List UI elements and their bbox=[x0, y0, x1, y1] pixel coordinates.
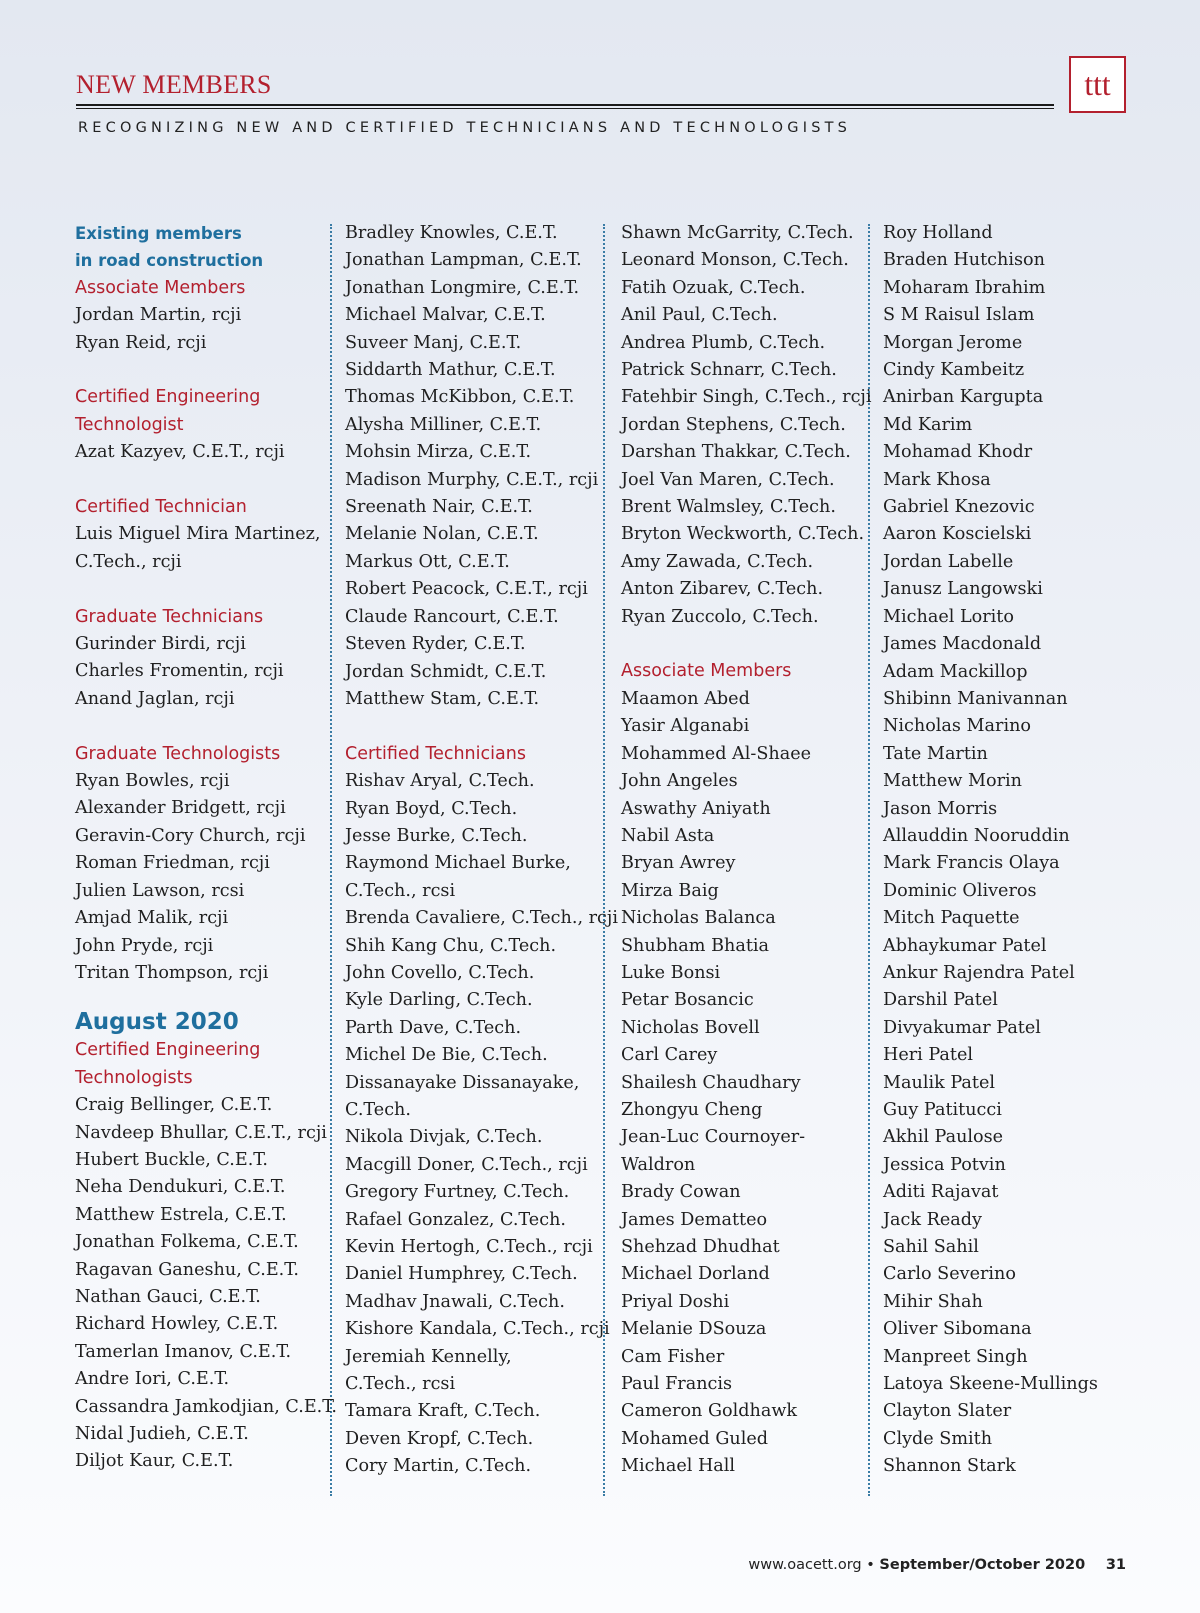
member-name: Mihir Shah bbox=[883, 1291, 983, 1312]
member-list bbox=[75, 631, 337, 713]
footer-issue: September/October 2020 bbox=[879, 1557, 1086, 1573]
member-name: Madison Murphy, C.E.T., rcji bbox=[345, 469, 599, 490]
member-name: Yasir Alganabi bbox=[621, 716, 750, 737]
page-title: NEW MEMBERS bbox=[76, 70, 272, 99]
member-name: Anil Paul, C.Tech. bbox=[621, 305, 778, 326]
page-footer bbox=[748, 1557, 1126, 1573]
member-name: Tamerlan Imanov, C.E.T. bbox=[75, 1341, 292, 1362]
member-name: Tate Martin bbox=[883, 743, 988, 764]
member-name: Jordan Stephens, C.Tech. bbox=[621, 414, 846, 435]
member-name: Claude Rancourt, C.E.T. bbox=[345, 606, 559, 627]
page-subtitle: RECOGNIZING NEW AND CERTIFIED TECHNICIANS AND TECHNOLOGISTS bbox=[78, 120, 852, 136]
member-name: Mark Khosa bbox=[883, 469, 991, 490]
member-list bbox=[345, 220, 618, 713]
member-name: Mirza Baig bbox=[621, 880, 719, 901]
member-name: Suveer Manj, C.E.T. bbox=[345, 332, 522, 353]
member-name: Darshan Thakkar, C.Tech. bbox=[621, 442, 851, 463]
member-name: Deven Kropf, C.Tech. bbox=[345, 1428, 534, 1449]
member-name: Andrea Plumb, C.Tech. bbox=[621, 332, 826, 353]
member-name: Paul Francis bbox=[621, 1374, 733, 1395]
member-name: Aaron Koscielski bbox=[883, 524, 1032, 545]
member-name: John Covello, C.Tech. bbox=[345, 962, 535, 983]
member-name: Roy Holland bbox=[883, 223, 993, 243]
member-name: Nicholas Bovell bbox=[621, 1017, 760, 1038]
footer-separator: • bbox=[866, 1557, 875, 1573]
member-name: Cam Fisher bbox=[621, 1346, 725, 1367]
member-list bbox=[75, 521, 337, 576]
member-name: Ragavan Ganeshu, C.E.T. bbox=[75, 1259, 300, 1280]
member-name: Patrick Schnarr, C.Tech. bbox=[621, 360, 837, 381]
category-heading: Technologist bbox=[75, 414, 184, 435]
member-name: Jean-Luc Cournoyer- bbox=[621, 1127, 806, 1148]
member-name: Fatih Ozuak, C.Tech. bbox=[621, 277, 806, 298]
member-name: Waldron bbox=[621, 1154, 696, 1175]
member-name: Raymond Michael Burke, bbox=[345, 853, 571, 874]
member-name: Markus Ott, C.E.T. bbox=[345, 551, 510, 572]
member-name: Brent Walmsley, C.Tech. bbox=[621, 497, 836, 518]
member-name: Jack Ready bbox=[883, 1209, 982, 1230]
member-name: Melanie DSouza bbox=[621, 1319, 767, 1340]
member-name: Fatehbir Singh, C.Tech., rcji bbox=[621, 387, 872, 408]
header-rule bbox=[76, 104, 1054, 106]
section-heading: in road construction bbox=[75, 251, 264, 271]
column-2 bbox=[345, 220, 618, 1481]
member-name: Gurinder Birdi, rcji bbox=[75, 634, 246, 655]
member-name: Macgill Doner, C.Tech., rcji bbox=[345, 1154, 588, 1175]
member-name: Hubert Buckle, C.E.T. bbox=[75, 1149, 269, 1170]
member-name: Mark Francis Olaya bbox=[883, 853, 1060, 874]
member-name: Jonathan Longmire, C.E.T. bbox=[345, 277, 580, 298]
member-name: Zhongyu Cheng bbox=[621, 1099, 763, 1120]
member-name: Adam Mackillop bbox=[883, 661, 1028, 682]
member-name: Bradley Knowles, C.E.T. bbox=[345, 223, 558, 243]
member-name: Roman Friedman, rcji bbox=[75, 853, 270, 874]
member-name: Ankur Rajendra Patel bbox=[883, 962, 1075, 983]
member-name: Ryan Boyd, C.Tech. bbox=[345, 798, 518, 819]
member-name: Latoya Skeene-Mullings bbox=[883, 1374, 1098, 1395]
member-name: Kishore Kandala, C.Tech., rcji bbox=[345, 1319, 610, 1340]
member-name: Aditi Rajavat bbox=[883, 1182, 999, 1203]
member-name: Siddarth Mathur, C.E.T. bbox=[345, 360, 556, 381]
member-name: Nathan Gauci, C.E.T. bbox=[75, 1286, 261, 1307]
member-name: Cassandra Jamkodjian, C.E.T. bbox=[75, 1396, 338, 1417]
member-name: Leonard Monson, C.Tech. bbox=[621, 250, 849, 271]
member-name: Nicholas Marino bbox=[883, 716, 1032, 737]
member-name: C.Tech., rcsi bbox=[345, 1374, 456, 1395]
member-name: Kyle Darling, C.Tech. bbox=[345, 990, 533, 1011]
member-name: Richard Howley, C.E.T. bbox=[75, 1314, 279, 1335]
member-name: Shubham Bhatia bbox=[621, 935, 770, 956]
member-name: Jordan Labelle bbox=[883, 551, 1014, 572]
member-name: Shih Kang Chu, C.Tech. bbox=[345, 935, 557, 956]
member-name: Thomas McKibbon, C.E.T. bbox=[345, 387, 575, 408]
member-name: Jeremiah Kennelly, bbox=[345, 1346, 512, 1367]
member-name: C.Tech., rcsi bbox=[345, 880, 456, 901]
member-list bbox=[75, 302, 337, 357]
member-name: Nikola Divjak, C.Tech. bbox=[345, 1127, 543, 1148]
category-heading: Certified Engineering bbox=[75, 1040, 261, 1061]
column-4 bbox=[883, 220, 1098, 1481]
member-list bbox=[345, 768, 618, 1481]
member-name: Anirban Kargupta bbox=[883, 387, 1044, 408]
member-name: Cory Martin, C.Tech. bbox=[345, 1456, 532, 1477]
member-name: Matthew Morin bbox=[883, 771, 1023, 792]
member-name: Melanie Nolan, C.E.T. bbox=[345, 524, 539, 545]
member-name: Dissanayake Dissanayake, bbox=[345, 1072, 580, 1093]
member-name: Bryan Awrey bbox=[621, 853, 736, 874]
member-name: Michael Malvar, C.E.T. bbox=[345, 305, 546, 326]
member-name: Michel De Bie, C.Tech. bbox=[345, 1045, 548, 1066]
member-name: Ryan Zuccolo, C.Tech. bbox=[621, 606, 819, 627]
member-name: Alysha Milliner, C.E.T. bbox=[345, 414, 542, 435]
section-heading: Existing members bbox=[75, 224, 242, 243]
category-heading: Associate Members bbox=[621, 661, 792, 682]
member-name: Steven Ryder, C.E.T. bbox=[345, 634, 526, 655]
member-name: Ryan Bowles, rcji bbox=[75, 771, 230, 792]
member-name: C.Tech., rcji bbox=[75, 551, 182, 572]
member-name: Jonathan Folkema, C.E.T. bbox=[75, 1232, 299, 1253]
header-rule-thin bbox=[76, 108, 1054, 109]
member-name: Petar Bosancic bbox=[621, 990, 754, 1011]
member-name: Daniel Humphrey, C.Tech. bbox=[345, 1264, 578, 1285]
member-name: Darshil Patel bbox=[883, 990, 998, 1011]
member-name: Gabriel Knezovic bbox=[883, 497, 1035, 518]
member-name: Andre Iori, C.E.T. bbox=[75, 1369, 230, 1390]
member-name: Jonathan Lampman, C.E.T. bbox=[345, 250, 582, 271]
member-name: Julien Lawson, rcsi bbox=[75, 880, 245, 901]
member-name: Shehzad Dhudhat bbox=[621, 1237, 780, 1258]
member-name: C.Tech. bbox=[345, 1099, 411, 1120]
member-name: Mohamad Khodr bbox=[883, 442, 1033, 463]
member-name: Carl Carey bbox=[621, 1045, 718, 1066]
category-heading: Technologists bbox=[75, 1067, 193, 1088]
member-name: Mitch Paquette bbox=[883, 908, 1020, 929]
member-name: Priyal Doshi bbox=[621, 1291, 730, 1312]
member-name: Sahil Sahil bbox=[883, 1237, 979, 1258]
month-heading: August 2020 bbox=[75, 1009, 239, 1036]
member-name: Divyakumar Patel bbox=[883, 1017, 1041, 1038]
member-name: James Dematteo bbox=[621, 1209, 768, 1230]
member-name: Brady Cowan bbox=[621, 1182, 741, 1203]
member-name: Gregory Furtney, C.Tech. bbox=[345, 1182, 570, 1203]
member-name: Maulik Patel bbox=[883, 1072, 995, 1093]
member-name: Luke Bonsi bbox=[621, 962, 721, 983]
member-name: Aswathy Aniyath bbox=[621, 798, 771, 819]
member-name: Ryan Reid, rcji bbox=[75, 332, 207, 353]
member-name: Neha Dendukuri, C.E.T. bbox=[75, 1177, 286, 1198]
member-name: Nicholas Balanca bbox=[621, 908, 776, 929]
member-name: Clayton Slater bbox=[883, 1401, 1012, 1422]
member-name: Craig Bellinger, C.E.T. bbox=[75, 1095, 273, 1116]
page-number: 31 bbox=[1105, 1557, 1126, 1573]
category-heading: Associate Members bbox=[75, 277, 246, 298]
member-name: Dominic Oliveros bbox=[883, 880, 1037, 901]
member-name: Anton Zibarev, C.Tech. bbox=[621, 579, 824, 600]
member-name: Jesse Burke, C.Tech. bbox=[345, 825, 528, 846]
category-heading: Certified Engineering bbox=[75, 387, 261, 408]
member-name: Matthew Stam, C.E.T. bbox=[345, 688, 540, 709]
member-name: Moharam Ibrahim bbox=[883, 277, 1046, 298]
member-name: Bryton Weckworth, C.Tech. bbox=[621, 524, 865, 545]
member-list bbox=[883, 220, 1098, 1481]
category-heading: Certified Technicians bbox=[345, 743, 526, 764]
member-name: Luis Miguel Mira Martinez, bbox=[75, 524, 321, 545]
member-name: Sreenath Nair, C.E.T. bbox=[345, 497, 533, 518]
member-name: Heri Patel bbox=[883, 1045, 974, 1066]
member-name: Kevin Hertogh, C.Tech., rcji bbox=[345, 1237, 593, 1258]
member-name: Michael Hall bbox=[621, 1456, 736, 1477]
member-name: Navdeep Bhullar, C.E.T., rcji bbox=[75, 1122, 327, 1143]
member-name: Shailesh Chaudhary bbox=[621, 1072, 801, 1093]
category-heading: Graduate Technologists bbox=[75, 743, 281, 764]
member-name: Shibinn Manivannan bbox=[883, 688, 1068, 709]
member-name: Charles Fromentin, rcji bbox=[75, 661, 284, 682]
column-1 bbox=[75, 220, 337, 1476]
member-name: Clyde Smith bbox=[883, 1428, 993, 1449]
footer-website: www.oacett.org bbox=[748, 1557, 862, 1573]
member-name: Allauddin Nooruddin bbox=[883, 825, 1070, 846]
member-name: Cindy Kambeitz bbox=[883, 360, 1025, 381]
member-name: Geravin-Cory Church, rcji bbox=[75, 825, 306, 846]
member-name: Braden Hutchison bbox=[883, 250, 1045, 271]
member-name: Akhil Paulose bbox=[883, 1127, 1004, 1148]
member-list bbox=[75, 439, 337, 466]
member-name: Tamara Kraft, C.Tech. bbox=[345, 1401, 541, 1422]
member-name: Shawn McGarrity, C.Tech. bbox=[621, 223, 854, 243]
member-name: Md Karim bbox=[883, 414, 973, 435]
member-name: Anand Jaglan, rcji bbox=[75, 688, 235, 709]
member-name: Diljot Kaur, C.E.T. bbox=[75, 1451, 234, 1472]
column-3 bbox=[621, 220, 872, 1481]
member-name: Mohamed Guled bbox=[621, 1428, 769, 1449]
member-name: Guy Patitucci bbox=[883, 1100, 1002, 1120]
member-name: Michael Lorito bbox=[883, 606, 1014, 627]
member-name: Parth Dave, C.Tech. bbox=[345, 1017, 522, 1038]
category-heading: Certified Technician bbox=[75, 497, 247, 518]
member-name: Nidal Judieh, C.E.T. bbox=[75, 1424, 249, 1444]
member-name: James Macdonald bbox=[883, 634, 1042, 655]
member-name: Mohsin Mirza, C.E.T. bbox=[345, 442, 532, 463]
svg-text:ttt: ttt bbox=[1084, 67, 1111, 103]
member-name: Jason Morris bbox=[883, 798, 998, 819]
member-name: Madhav Jnawali, C.Tech. bbox=[345, 1291, 565, 1312]
member-name: Manpreet Singh bbox=[883, 1346, 1028, 1367]
member-name: Jordan Schmidt, C.E.T. bbox=[345, 661, 547, 682]
member-name: Jordan Martin, rcji bbox=[75, 305, 242, 326]
member-name: Rishav Aryal, C.Tech. bbox=[345, 771, 535, 792]
member-name: Nabil Asta bbox=[621, 825, 715, 846]
member-list bbox=[75, 768, 337, 987]
member-name: Rafael Gonzalez, C.Tech. bbox=[345, 1209, 566, 1230]
oacett-logo bbox=[1069, 56, 1126, 113]
member-name: Joel Van Maren, C.Tech. bbox=[621, 469, 835, 490]
member-name: Abhaykumar Patel bbox=[883, 935, 1047, 956]
member-name: Brenda Cavaliere, C.Tech., rcji bbox=[345, 908, 618, 929]
member-name: Mohammed Al-Shaee bbox=[621, 743, 812, 764]
member-list bbox=[75, 1092, 337, 1476]
member-name: John Angeles bbox=[621, 771, 738, 792]
member-name: S M Raisul Islam bbox=[883, 305, 1035, 326]
logo-mark-icon bbox=[1071, 58, 1124, 111]
member-name: Morgan Jerome bbox=[883, 332, 1023, 353]
member-name: Janusz Langowski bbox=[883, 579, 1043, 600]
member-name: Oliver Sibomana bbox=[883, 1319, 1032, 1340]
member-name: Maamon Abed bbox=[621, 688, 750, 709]
member-name: Tritan Thompson, rcji bbox=[75, 962, 269, 983]
member-list bbox=[621, 220, 872, 631]
member-name: Shannon Stark bbox=[883, 1456, 1016, 1477]
member-name: Michael Dorland bbox=[621, 1264, 770, 1285]
member-name: Carlo Severino bbox=[883, 1264, 1016, 1285]
member-name: Azat Kazyev, C.E.T., rcji bbox=[75, 442, 285, 463]
member-name: Amjad Malik, rcji bbox=[75, 908, 229, 929]
member-name: John Pryde, rcji bbox=[75, 935, 214, 956]
member-list bbox=[621, 686, 872, 1481]
member-name: Jessica Potvin bbox=[883, 1154, 1006, 1175]
member-name: Cameron Goldhawk bbox=[621, 1401, 798, 1422]
member-name: Robert Peacock, C.E.T., rcji bbox=[345, 579, 588, 600]
category-heading: Graduate Technicians bbox=[75, 606, 264, 627]
member-name: Amy Zawada, C.Tech. bbox=[621, 551, 814, 572]
member-name: Matthew Estrela, C.E.T. bbox=[75, 1204, 287, 1225]
member-name: Alexander Bridgett, rcji bbox=[75, 798, 286, 819]
